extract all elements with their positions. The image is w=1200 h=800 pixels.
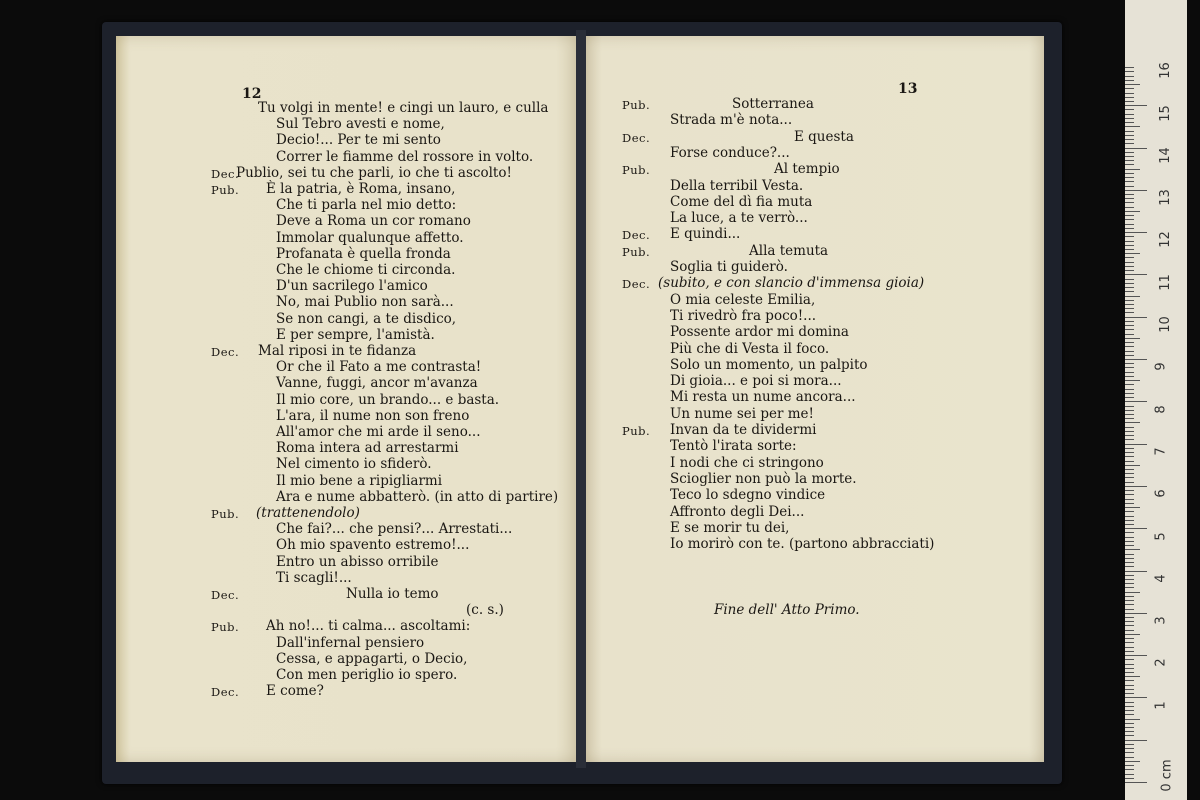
ruler-tick [1125,266,1134,267]
verse-line: Immolar qualunque affetto. [276,229,464,246]
ruler-tick [1125,156,1134,157]
verse-line: (subito, e con slancio d'immensa gioia) [658,275,925,292]
ruler-tick [1125,668,1134,669]
ruler-tick [1125,372,1134,373]
ruler-number: 16 [1157,62,1173,79]
ruler-tick [1125,253,1140,254]
ruler-tick [1125,456,1134,457]
ruler-tick [1125,562,1134,563]
speaker-label: Dec. [622,130,651,145]
ruler-tick [1125,448,1134,449]
ruler-tick [1125,503,1134,504]
verse-line: Un nume sei per me! [670,405,814,422]
ruler-tick [1125,198,1134,199]
ruler-tick [1125,727,1134,728]
ruler-number: 12 [1157,231,1173,249]
verse-line: E se morir tu dei, [670,519,790,536]
ruler-tick [1125,177,1134,178]
verse-line: Publio, sei tu che parli, io che ti ascolto! [236,164,512,181]
verse-line: Di gioia... e poi si mora... [670,373,842,390]
ruler-tick [1125,321,1134,322]
page-number: 13 [898,81,918,97]
ruler-tick [1125,774,1134,775]
ruler-tick [1125,532,1134,533]
ruler-tick [1125,465,1140,466]
ruler-tick [1125,744,1134,745]
ruler-tick [1125,524,1134,525]
verse-line: E questa [794,128,854,145]
verse-line: E per sempre, l'amistà. [276,326,435,343]
ruler-tick [1125,274,1147,275]
ruler-tick [1125,118,1134,119]
ruler-tick [1125,139,1134,140]
page-number: 12 [242,86,262,102]
verse-line: Roma intera ad arrestarmi [276,440,459,457]
speaker-label: Dec. [211,588,240,602]
ruler-tick [1125,596,1134,597]
ruler-number: 9 [1153,362,1169,371]
ruler-tick [1125,418,1134,419]
ruler-tick [1125,693,1134,694]
ruler-tick [1125,312,1134,313]
ruler-tick [1125,444,1147,445]
ruler-tick [1125,757,1134,758]
ruler-tick [1125,634,1140,635]
ruler-number: 7 [1153,447,1169,456]
ruler-tick [1125,101,1134,102]
ruler-tick [1125,625,1134,626]
ruler-tick [1125,376,1134,377]
ruler-tick [1125,769,1134,770]
ruler-number: 4 [1153,574,1169,583]
verse-line: Alla temuta [749,242,829,259]
verse-line: (c. s.) [466,602,504,619]
ruler-tick [1125,549,1140,550]
ruler-tick [1125,236,1134,237]
speaker-label: Pub. [622,424,651,438]
verse-line: Or che il Fato a me contrasta! [276,359,482,376]
ruler-tick [1125,164,1134,165]
ruler-tick [1125,262,1134,263]
ruler-tick [1125,587,1134,588]
verse-line: Vanne, fuggi, ancor m'avanza [276,375,478,392]
ruler-tick [1125,300,1134,301]
ruler-tick [1125,215,1134,216]
ruler-tick [1125,207,1134,208]
ruler-tick [1125,461,1134,462]
ruler-tick [1125,617,1134,618]
verse-line: Oh mio spavento estremo!... [276,537,470,554]
ruler-number: 15 [1157,104,1173,122]
measuring-ruler [1125,0,1187,800]
ruler-tick [1125,486,1147,487]
verse-line: Correr le fiamme del rossore in volto. [276,148,534,165]
verse-line: Della terribil Vesta. [670,177,804,194]
verse-line: No, mai Publio non sarà... [276,294,454,311]
verse-line: L'ara, il nume non son freno [276,407,470,424]
ruler-tick [1125,571,1147,572]
speaker-label: Dec. [622,277,651,292]
ruler-tick [1125,778,1134,779]
ruler-tick [1125,283,1134,284]
verse-line: Dall'infernal pensiero [276,634,425,651]
ruler-tick [1125,575,1134,576]
ruler-tick [1125,257,1134,258]
ruler-tick [1125,494,1134,495]
ruler-tick [1125,545,1134,546]
ruler-tick [1125,308,1134,309]
verse-line: Cessa, e appagarti, o Decio, [276,650,468,667]
ruler-tick [1125,224,1134,225]
ruler-tick [1125,592,1140,593]
ruler-tick [1125,181,1134,182]
ruler-tick [1125,143,1134,144]
speaker-label: Dec. [622,228,651,243]
ruler-tick [1125,80,1134,81]
ruler-tick [1125,401,1147,402]
left-page [116,36,578,762]
ruler-tick [1125,685,1134,686]
ruler-tick [1125,211,1140,212]
ruler-tick [1125,664,1134,665]
ruler-tick [1125,122,1134,123]
verse-line: O mia celeste Emilia, [670,291,816,308]
ruler-number: 3 [1153,616,1169,625]
ruler-tick [1125,689,1134,690]
ruler-tick [1125,672,1134,673]
ruler-tick [1125,609,1134,610]
ruler-tick [1125,414,1134,415]
ruler-tick [1125,114,1134,115]
verse-line: Ti rivedrò fra poco!... [670,307,817,324]
verse-line: Il mio bene a ripigliarmi [276,472,443,489]
verse-line: Forse conduce?... [670,144,790,161]
ruler-tick [1125,249,1134,250]
verse-line: Mi resta un nume ancora... [670,389,856,406]
ruler-tick [1125,406,1134,407]
ruler-tick [1125,97,1134,98]
ruler-tick [1125,714,1134,715]
speaker-label: Pub. [211,183,240,197]
ruler-tick [1125,76,1134,77]
ruler-tick [1125,752,1134,753]
verse-line: Ah no!... ti calma... ascoltami: [266,618,471,635]
verse-line: Il mio core, un brando... e basta. [276,391,500,408]
ruler-tick [1125,642,1134,643]
ruler-tick [1125,194,1134,195]
ruler-tick [1125,761,1140,762]
speaker-label: Pub. [622,98,651,112]
ruler-tick [1125,245,1134,246]
ruler-tick [1125,719,1140,720]
ruler-tick [1125,190,1147,191]
ruler-number: 6 [1153,489,1169,498]
ruler-tick [1125,384,1134,385]
ruler-tick [1125,782,1147,783]
ruler-tick [1125,710,1134,711]
verse-line: Se non cangi, a te disdico, [276,310,457,327]
ruler-tick [1125,131,1134,132]
ruler-tick [1125,169,1140,170]
ruler-tick [1125,697,1147,698]
verse-line: Più che di Vesta il foco. [670,340,830,357]
ruler-tick [1125,279,1134,280]
ruler-tick [1125,363,1134,364]
ruler-tick [1125,329,1134,330]
speaker-label: Pub. [622,163,651,178]
verse-line: Entro un abisso orribile [276,553,439,570]
ruler-tick [1125,325,1134,326]
ruler-tick [1125,723,1134,724]
ruler-tick [1125,355,1134,356]
verse-line: Nel cimento io sfiderò. [276,456,432,473]
verse-line: Solo un momento, un palpito [670,356,868,373]
ruler-tick [1125,528,1147,529]
ruler-tick [1125,67,1134,68]
ruler-tick [1125,109,1134,110]
verse-line: (trattenendolo) [256,505,360,521]
verse-line: Io morirò con te. (partono abbracciati) [670,536,935,553]
ruler-tick [1125,520,1134,521]
book-gutter [576,30,586,768]
ruler-tick [1125,655,1147,656]
ruler-number: 1 [1153,701,1169,710]
ruler-tick [1125,706,1134,707]
ruler-tick [1125,126,1140,127]
ruler-tick [1125,765,1134,766]
ruler-number: 8 [1153,404,1169,414]
right-page [584,36,1044,762]
verse-line: Decio!... Per te mi sento [276,132,441,149]
verse-line: Ara e nume abbatterò. (in atto di partire) [276,488,559,505]
ruler-tick [1125,173,1134,174]
ruler-tick [1125,579,1134,580]
ruler-tick [1125,541,1134,542]
ruler-number: 5 [1153,531,1169,541]
verse-line: Invan da te dividermi [670,422,817,438]
speaker-label: Pub. [622,244,651,259]
ruler-tick [1125,490,1134,491]
ruler-tick [1125,702,1134,703]
ruler-tick [1125,105,1147,106]
ruler-tick [1125,507,1140,508]
ruler-tick [1125,748,1134,749]
speaker-label: Pub. [211,507,240,521]
ruler-tick [1125,566,1134,567]
ruler-tick [1125,410,1134,411]
ruler-tick [1125,477,1134,478]
ruler-tick [1125,638,1134,639]
ruler-tick [1125,740,1147,741]
ruler-tick [1125,435,1134,436]
verse-line: E quindi... [670,226,741,243]
verse-line: È la patria, è Roma, insano, [266,181,456,197]
ruler-tick [1125,152,1134,153]
ruler-tick [1125,351,1134,352]
ruler-tick [1125,659,1134,660]
ruler-tick [1125,621,1134,622]
ruler-unit-label: 0 cm [1159,759,1175,792]
verse-line: Che ti parla nel mio detto: [276,197,457,214]
verse-line: Tentò l'irata sorte: [670,438,797,455]
ruler-tick [1125,537,1134,538]
ruler-tick [1125,202,1134,203]
act-end-footer: Fine dell' Atto Primo. [714,602,860,618]
ruler-tick [1125,604,1134,605]
ruler-tick [1125,735,1134,736]
verse-line: Come del dì fia muta [670,193,813,210]
ruler-tick [1125,393,1134,394]
ruler-tick [1125,600,1134,601]
verse-line: Con men periglio io spero. [276,667,458,683]
verse-line: Possente ardor mi domina [670,324,849,341]
ruler-tick [1125,338,1140,339]
ruler-tick [1125,148,1147,149]
ruler-tick [1125,367,1134,368]
ruler-tick [1125,160,1134,161]
ruler-tick [1125,88,1134,89]
ruler-tick [1125,558,1134,559]
ruler-tick [1125,651,1134,652]
ruler-tick [1125,583,1134,584]
ruler-tick [1125,499,1134,500]
verse-line: La luce, a te verrò... [670,210,808,227]
ruler-tick [1125,359,1147,360]
verse-line: Sotterranea [732,96,814,112]
ruler-tick [1125,342,1134,343]
ruler-tick [1125,241,1134,242]
verse-line: Teco lo sdegno vindice [670,487,826,504]
ruler-tick [1125,296,1140,297]
verse-line: Strada m'è nota... [670,112,793,129]
ruler-tick [1125,380,1140,381]
verse-line: Che fai?... che pensi?... Arrestati... [276,521,513,538]
ruler-tick [1125,71,1134,72]
ruler-tick [1125,647,1134,648]
ruler-tick [1125,427,1134,428]
ruler-tick [1125,317,1147,318]
ruler-tick [1125,334,1134,335]
ruler-tick [1125,287,1134,288]
verse-line: Affronto degli Dei... [670,503,805,520]
verse-line: I nodi che ci stringono [670,454,824,471]
ruler-tick [1125,431,1134,432]
ruler-tick [1125,397,1134,398]
verse-line: Soglia ti guiderò. [670,259,788,275]
ruler-tick [1125,469,1134,470]
ruler-tick [1125,676,1140,677]
ruler-tick [1125,452,1134,453]
ruler-number: 11 [1157,273,1173,291]
ruler-tick [1125,482,1134,483]
verse-line: Tu volgi in mente! e cingi un lauro, e culla [258,100,549,116]
ruler-tick [1125,516,1134,517]
ruler-tick [1125,135,1134,136]
ruler-number: 2 [1153,658,1169,668]
ruler-tick [1125,439,1134,440]
ruler-tick [1125,228,1134,229]
speaker-label: Dec. [211,166,240,181]
ruler-tick [1125,346,1134,347]
ruler-tick [1125,291,1134,292]
ruler-tick [1125,389,1134,390]
verse-line: Mal riposi in te fidanza [258,343,417,359]
ruler-tick [1125,554,1134,555]
verse-line: Profanata è quella fronda [276,245,451,262]
verse-line: Deve a Roma un cor romano [276,213,471,230]
verse-line: D'un sacrilego l'amico [276,278,428,295]
verse-line: Ti scagli!... [276,569,352,586]
speaker-label: Dec. [211,685,240,700]
ruler-tick [1125,219,1134,220]
speaker-label: Dec. [211,345,240,359]
ruler-tick [1125,84,1140,85]
verse-line: All'amor che mi arde il seno... [276,424,481,440]
ruler-tick [1125,232,1147,233]
ruler-tick [1125,613,1147,614]
verse-line: Nulla io temo [346,586,439,602]
ruler-tick [1125,630,1134,631]
verse-line: Sul Tebro avesti e nome, [276,116,445,133]
ruler-tick [1125,304,1134,305]
speaker-label: Pub. [211,620,240,635]
verse-line: Al tempio [774,161,840,178]
ruler-tick [1125,473,1134,474]
ruler-tick [1125,731,1134,732]
verse-line: Che le chiome ti circonda. [276,262,456,278]
ruler-number: 10 [1157,316,1173,333]
ruler-number: 13 [1157,189,1173,206]
ruler-tick [1125,511,1134,512]
verse-line: E come? [266,683,324,700]
ruler-tick [1125,186,1134,187]
ruler-tick [1125,93,1134,94]
ruler-tick [1125,422,1140,423]
ruler-number: 14 [1157,147,1173,164]
ruler-tick [1125,680,1134,681]
ruler-tick [1125,270,1134,271]
verse-line: Scioglier non può la morte. [670,470,857,487]
